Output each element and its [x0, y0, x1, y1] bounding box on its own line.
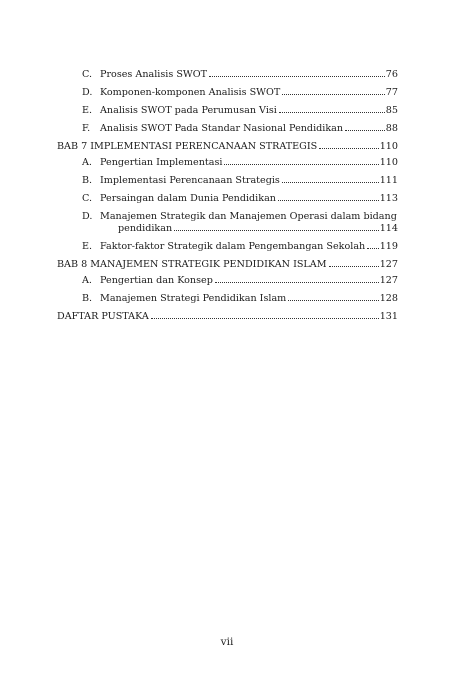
toc-entry-title: BAB 8 MANAJEMEN STRATEGIK PENDIDIKAN ISLAM: [57, 259, 327, 270]
page-number: vii: [220, 636, 234, 648]
dot-leader: [174, 230, 379, 231]
toc-entry-page: 127: [379, 275, 398, 286]
toc-chapter-entry: [57, 259, 398, 271]
toc-section-entry: [57, 87, 398, 99]
toc-entry-title: Implementasi Perencanaan Strategis: [100, 175, 280, 186]
toc-entry-letter: F.: [82, 123, 91, 134]
dot-leader: [215, 282, 379, 283]
toc-entry-title: Analisis SWOT pada Perumusan Visi: [100, 105, 277, 116]
toc-entry-title: Proses Analisis SWOT: [100, 69, 208, 80]
toc-entry-title: Komponen-komponen Analisis SWOT: [100, 87, 281, 98]
toc-entry-page: 110: [379, 157, 398, 168]
toc-entry-letter: C.: [82, 193, 93, 204]
toc-entry-letter: C.: [82, 69, 93, 80]
toc-entry-page: 131: [379, 311, 398, 322]
dot-leader: [224, 164, 378, 165]
table-of-contents: [57, 69, 398, 327]
toc-section-entry: [57, 175, 398, 187]
toc-entry-letter: D.: [82, 211, 93, 222]
toc-section-entry: [57, 275, 398, 287]
dot-leader: [278, 200, 379, 201]
toc-section-entry: [57, 157, 398, 169]
dot-leader: [329, 266, 379, 267]
toc-section-entry: [57, 123, 398, 135]
toc-entry-page: 128: [379, 293, 398, 304]
toc-entry-page: 110: [379, 141, 398, 152]
toc-entry-title: Faktor-faktor Strategik dalam Pengembangan Sekolah: [100, 241, 366, 252]
toc-section-entry: [57, 105, 398, 117]
toc-entry-page: 113: [379, 193, 398, 204]
toc-entry-letter: A.: [82, 275, 92, 286]
toc-entry-title-continued: pendidikan: [118, 223, 173, 234]
toc-entry-page: 119: [379, 241, 398, 252]
toc-section-entry: [57, 211, 398, 235]
dot-leader: [282, 94, 384, 95]
toc-entry-title: Pengertian Implementasi: [100, 157, 223, 168]
dot-leader: [288, 300, 378, 301]
toc-entry-title: Persaingan dalam Dunia Pendidikan: [100, 193, 276, 204]
toc-section-entry: [57, 293, 398, 305]
toc-section-entry: [57, 193, 398, 205]
toc-entry-page: 77: [385, 87, 398, 98]
toc-entry-title: Analisis SWOT Pada Standar Nasional Pendidikan: [100, 123, 344, 134]
toc-entry-letter: E.: [82, 105, 93, 116]
toc-entry-page: 114: [379, 223, 398, 234]
dot-leader: [209, 76, 385, 77]
dot-leader: [279, 112, 385, 113]
toc-entry-title: Manajemen Strategik dan Manajemen Operasi dalam bidang: [100, 211, 397, 222]
toc-chapter-entry: [57, 141, 398, 153]
toc-entry-title: BAB 7 IMPLEMENTASI PERENCANAAN STRATEGIS: [57, 141, 318, 152]
toc-entry-letter: B.: [82, 293, 93, 304]
dot-leader: [345, 130, 385, 131]
dot-leader: [367, 248, 378, 249]
toc-entry-page: 76: [385, 69, 398, 80]
toc-entry-letter: B.: [82, 175, 93, 186]
toc-entry-page: 127: [379, 259, 398, 270]
toc-entry-title: DAFTAR PUSTAKA: [57, 311, 149, 322]
toc-entry-letter: D.: [82, 87, 93, 98]
toc-section-entry: [57, 241, 398, 253]
toc-entry-title: Pengertian dan Konsep: [100, 275, 213, 286]
toc-entry-page: 111: [379, 175, 398, 186]
toc-entry-letter: E.: [82, 241, 93, 252]
toc-entry-page: 88: [385, 123, 398, 134]
toc-entry-letter: A.: [82, 157, 92, 168]
toc-chapter-entry: [57, 311, 398, 323]
dot-leader: [151, 318, 379, 319]
dot-leader: [282, 182, 379, 183]
toc-entry-page: 85: [385, 105, 398, 116]
toc-section-entry: [57, 69, 398, 81]
toc-entry-title: Manajemen Strategi Pendidikan Islam: [100, 293, 287, 304]
dot-leader: [319, 148, 379, 149]
